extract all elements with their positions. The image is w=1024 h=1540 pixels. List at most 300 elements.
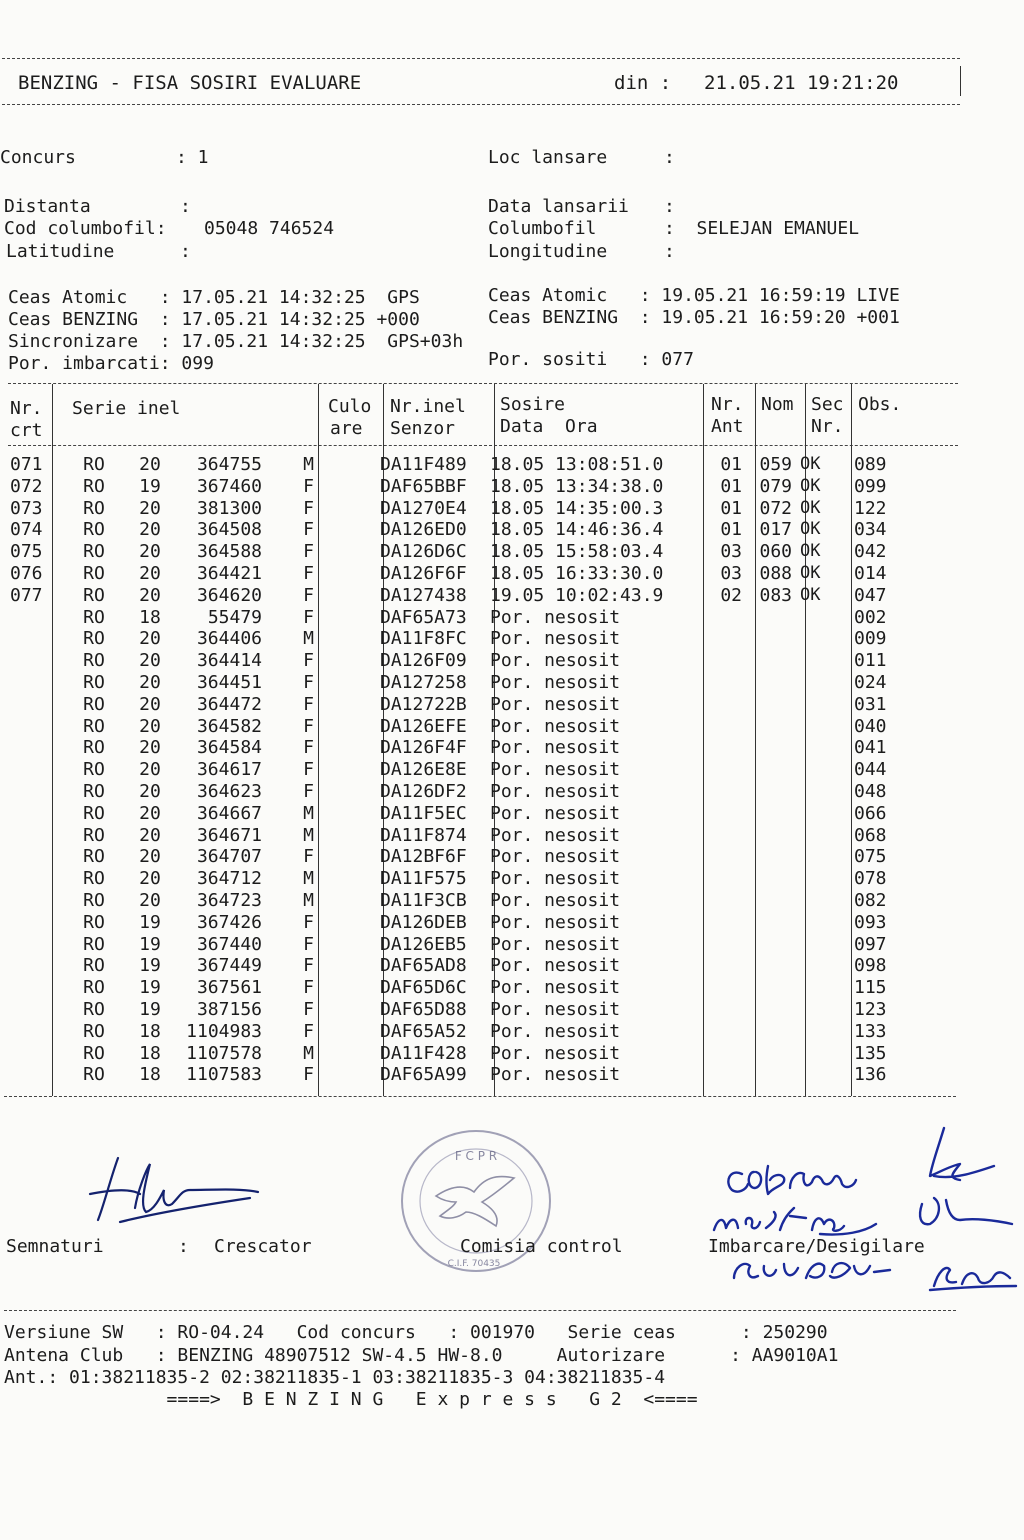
row-nominated: [742, 890, 792, 912]
table-row: [0, 1064, 914, 1086]
row-sex: M: [303, 868, 314, 890]
row-nr-crt: [0, 781, 62, 803]
row-sensor-ring: DA126ED0: [380, 519, 467, 541]
row-sensor-ring: DAF65A52: [380, 1020, 467, 1042]
row-sensor-ring: DA126DEB: [380, 911, 467, 933]
row-country: RO: [83, 933, 105, 955]
table-row: [0, 476, 914, 498]
row-obs: 047: [854, 584, 887, 606]
row-country: RO: [83, 497, 105, 519]
loc-lansare-label: Loc lansare: [488, 147, 608, 168]
row-obs: 097: [854, 933, 887, 955]
row-obs: 136: [854, 1064, 887, 1086]
row-security: [792, 999, 846, 1021]
row-arrival: Por. nesosit: [490, 715, 621, 737]
row-obs: 068: [854, 824, 887, 846]
row-obs: 115: [854, 977, 887, 999]
row-nominated: [742, 868, 792, 890]
row-year: 20: [139, 497, 161, 519]
row-year: 20: [139, 889, 161, 911]
header-datetime: 21.05.21 19:21:20: [704, 72, 899, 94]
row-sensor-ring: DA127258: [380, 671, 467, 693]
row-nominated: [742, 977, 792, 999]
row-sex: F: [303, 998, 314, 1020]
row-ring-number: 364584: [196, 737, 262, 759]
th-nr-crt-2: crt: [10, 420, 43, 441]
row-security: [792, 716, 846, 738]
row-arrival: Por. nesosit: [490, 911, 621, 933]
row-nominated: [742, 759, 792, 781]
footer-line-antenna: Antena Club : BENZING 48907512 SW-4.5 HW-8.0 Autorizare : AA9010A1: [4, 1345, 839, 1366]
row-antenna: [696, 650, 742, 672]
row-nr-crt: [0, 672, 62, 694]
table-row: [0, 563, 914, 585]
row-nr-crt: [0, 759, 62, 781]
clock-right-atomic: Ceas Atomic : 19.05.21 16:59:19 LIVE: [488, 285, 900, 306]
row-arrival: 18.05 13:08:51.0: [490, 454, 664, 475]
row-ring-number: 364508: [196, 519, 262, 541]
row-color: [314, 498, 376, 520]
table-row: [0, 825, 914, 847]
row-antenna: [696, 868, 742, 890]
row-nominated: [742, 846, 792, 868]
footer-brand-line: ====> B E N Z I N G E x p r e s s G 2 <====: [4, 1389, 698, 1410]
row-sensor-ring: DAF65A99: [380, 1064, 467, 1086]
row-antenna: [696, 912, 742, 934]
row-color: [314, 803, 376, 825]
row-obs: 031: [854, 693, 887, 715]
row-obs: 066: [854, 802, 887, 824]
table-bottom-rule: [4, 1096, 956, 1097]
row-sex: F: [303, 715, 314, 737]
row-sex: F: [303, 977, 314, 999]
row-arrival: Por. nesosit: [490, 955, 621, 977]
row-year: 19: [139, 977, 161, 999]
row-security: [792, 1043, 846, 1065]
row-sex: F: [303, 475, 314, 497]
row-antenna: [696, 825, 742, 847]
row-nominated: 059: [759, 454, 792, 475]
row-ring-number: 364755: [196, 454, 262, 475]
longitudine-label: Longitudine: [488, 241, 608, 262]
row-ring-number: 367440: [196, 933, 262, 955]
row-nominated: [742, 650, 792, 672]
row-color: [314, 977, 376, 999]
row-nr-crt: [0, 999, 62, 1021]
table-row: [0, 759, 914, 781]
row-nominated: [742, 999, 792, 1021]
row-sex: F: [303, 933, 314, 955]
row-nominated: [742, 628, 792, 650]
row-year: 20: [139, 628, 161, 650]
row-year: 20: [139, 584, 161, 606]
row-nominated: 088: [759, 562, 792, 584]
row-nominated: [742, 716, 792, 738]
row-security: [792, 977, 846, 999]
row-nominated: [742, 934, 792, 956]
row-arrival: 18.05 16:33:30.0: [490, 562, 664, 584]
row-nominated: [742, 1043, 792, 1065]
footer-line-ant: Ant.: 01:38211835-2 02:38211835-1 03:38211835-3 04:38211835-4: [4, 1367, 666, 1388]
row-country: RO: [83, 541, 105, 563]
row-security: [792, 803, 846, 825]
row-country: RO: [83, 584, 105, 606]
row-sensor-ring: DA11F5EC: [380, 802, 467, 824]
th-culoare-2: are: [330, 418, 363, 439]
row-nominated: [742, 912, 792, 934]
row-ring-number: 364620: [196, 584, 262, 606]
row-nominated: [742, 694, 792, 716]
data-lansarii-label: Data lansarii: [488, 196, 629, 217]
row-sex: F: [303, 541, 314, 563]
row-ring-number: 55479: [207, 606, 262, 628]
row-security: [792, 846, 846, 868]
row-ring-number: 367449: [196, 955, 262, 977]
svg-text:F C P R: F C P R: [454, 1149, 498, 1163]
row-color: [314, 1021, 376, 1043]
row-security: [792, 825, 846, 847]
row-arrival: Por. nesosit: [490, 693, 621, 715]
row-sex: F: [303, 911, 314, 933]
row-country: RO: [83, 519, 105, 541]
row-country: RO: [83, 759, 105, 781]
row-arrival: Por. nesosit: [490, 1020, 621, 1042]
row-sensor-ring: DA126F6F: [380, 562, 467, 584]
crescator-label: Crescator: [214, 1236, 312, 1257]
row-nr-crt: 074: [10, 519, 43, 541]
th-nom: Nom: [761, 394, 794, 415]
row-year: 20: [139, 824, 161, 846]
row-nr-crt: [0, 650, 62, 672]
row-arrival: 18.05 14:35:00.3: [490, 497, 664, 519]
table-row: [0, 541, 914, 563]
table-row: [0, 628, 914, 650]
row-sex: M: [303, 628, 314, 650]
row-nr-crt: [0, 737, 62, 759]
row-color: [314, 999, 376, 1021]
row-country: RO: [83, 1042, 105, 1064]
row-color: [314, 694, 376, 716]
th-sec-2: Nr.: [811, 416, 844, 437]
row-sensor-ring: DA12722B: [380, 693, 467, 715]
table-row: [0, 1021, 914, 1043]
row-ring-number: 1107578: [186, 1042, 262, 1064]
row-security: [792, 1064, 846, 1086]
row-year: 20: [139, 693, 161, 715]
row-antenna: [696, 955, 742, 977]
table-row: [0, 868, 914, 890]
table-header-rule: [8, 445, 958, 446]
th-sec-1: Sec: [811, 394, 844, 415]
row-security: [792, 759, 846, 781]
row-security: OK: [800, 584, 821, 605]
results-table: [0, 454, 914, 1086]
row-arrival: Por. nesosit: [490, 802, 621, 824]
row-antenna: [696, 628, 742, 650]
row-color: [314, 607, 376, 629]
header-top-rule: [2, 58, 960, 59]
row-antenna: [696, 759, 742, 781]
row-color: [314, 628, 376, 650]
table-row: [0, 737, 914, 759]
row-year: 20: [139, 519, 161, 541]
table-row: [0, 934, 914, 956]
row-security: [792, 890, 846, 912]
th-nr-inel-2: Senzor: [390, 418, 456, 439]
row-color: [314, 563, 376, 585]
row-obs: 078: [854, 868, 887, 890]
footer-line-version: Versiune SW : RO-04.24 Cod concurs : 001970 Serie ceas : 250290: [4, 1322, 828, 1343]
th-nr-ant-1: Nr.: [711, 394, 744, 415]
row-sensor-ring: DA11F428: [380, 1042, 467, 1064]
row-antenna: [696, 781, 742, 803]
row-nr-crt: [0, 628, 62, 650]
row-country: RO: [83, 475, 105, 497]
latitudine-value: :: [180, 241, 191, 262]
row-obs: 133: [854, 1020, 887, 1042]
row-nominated: [742, 607, 792, 629]
row-sex: F: [303, 693, 314, 715]
row-year: 20: [139, 650, 161, 672]
clock-right-benzing: Ceas BENZING : 19.05.21 16:59:20 +001: [488, 307, 900, 328]
row-country: RO: [83, 824, 105, 846]
row-security: OK: [800, 562, 821, 583]
row-country: RO: [83, 650, 105, 672]
row-antenna: 01: [720, 475, 742, 497]
row-sensor-ring: DA1270E4: [380, 497, 467, 519]
row-sensor-ring: DA126EB5: [380, 933, 467, 955]
th-obs: Obs.: [858, 394, 902, 415]
row-nominated: [742, 672, 792, 694]
row-country: RO: [83, 780, 105, 802]
table-top-rule: [8, 383, 958, 384]
row-ring-number: 387156: [196, 998, 262, 1020]
row-year: 20: [139, 715, 161, 737]
row-obs: 122: [854, 497, 887, 519]
data-lansarii-value: :: [664, 196, 675, 217]
row-sex: F: [303, 955, 314, 977]
row-nr-crt: [0, 934, 62, 956]
row-sex: F: [303, 671, 314, 693]
row-arrival: Por. nesosit: [490, 846, 621, 868]
row-color: [314, 585, 376, 607]
row-color: [314, 955, 376, 977]
row-nr-crt: 077: [10, 584, 43, 606]
row-arrival: Por. nesosit: [490, 628, 621, 650]
table-row: [0, 890, 914, 912]
row-security: [792, 781, 846, 803]
row-ring-number: 364712: [196, 868, 262, 890]
row-antenna: [696, 672, 742, 694]
row-ring-number: 1107583: [186, 1064, 262, 1086]
loc-lansare-value: :: [664, 147, 675, 168]
row-color: [314, 1064, 376, 1086]
table-row: [0, 498, 914, 520]
row-arrival: Por. nesosit: [490, 650, 621, 672]
row-security: [792, 912, 846, 934]
row-security: [792, 868, 846, 890]
cod-columbofil-label: Cod columbofil:: [4, 218, 167, 239]
row-year: 19: [139, 933, 161, 955]
row-country: RO: [83, 628, 105, 650]
row-sensor-ring: DA127438: [380, 584, 467, 606]
row-antenna: 03: [720, 562, 742, 584]
row-country: RO: [83, 955, 105, 977]
row-ring-number: 364421: [196, 562, 262, 584]
row-sex: F: [303, 584, 314, 606]
row-security: [792, 1021, 846, 1043]
concurs-label: Concurs: [0, 147, 76, 168]
th-nr-ant-2: Ant: [711, 416, 744, 437]
distanta-label: Distanta: [4, 196, 91, 217]
row-sensor-ring: DA11F8FC: [380, 628, 467, 650]
row-country: RO: [83, 802, 105, 824]
row-color: [314, 672, 376, 694]
row-nr-crt: [0, 694, 62, 716]
row-nominated: 072: [759, 497, 792, 519]
row-country: RO: [83, 911, 105, 933]
table-row: [0, 846, 914, 868]
row-arrival: Por. nesosit: [490, 998, 621, 1020]
row-color: [314, 519, 376, 541]
row-ring-number: 367460: [196, 475, 262, 497]
distanta-value: :: [180, 196, 191, 217]
columbofil-label: Columbofil: [488, 218, 597, 239]
header-title: BENZING - FISA SOSIRI EVALUARE: [18, 72, 362, 94]
row-arrival: Por. nesosit: [490, 780, 621, 802]
row-ring-number: 364707: [196, 846, 262, 868]
row-antenna: [696, 737, 742, 759]
row-arrival: Por. nesosit: [490, 868, 621, 890]
semnaturi-label: Semnaturi: [6, 1236, 104, 1257]
row-sensor-ring: DA12BF6F: [380, 846, 467, 868]
row-sex: M: [303, 889, 314, 911]
row-arrival: Por. nesosit: [490, 977, 621, 999]
row-security: [792, 737, 846, 759]
row-security: [792, 672, 846, 694]
row-year: 20: [139, 759, 161, 781]
row-year: 20: [139, 802, 161, 824]
row-year: 20: [139, 454, 161, 475]
row-nr-crt: [0, 868, 62, 890]
row-antenna: [696, 846, 742, 868]
row-sensor-ring: DA126EFE: [380, 715, 467, 737]
row-nominated: 079: [759, 475, 792, 497]
row-arrival: Por. nesosit: [490, 824, 621, 846]
row-antenna: [696, 1064, 742, 1086]
row-nominated: [742, 825, 792, 847]
row-sensor-ring: DAF65A73: [380, 606, 467, 628]
row-nr-crt: 073: [10, 497, 43, 519]
row-year: 20: [139, 780, 161, 802]
row-sensor-ring: DA126F4F: [380, 737, 467, 759]
row-security: OK: [800, 497, 821, 518]
row-arrival: Por. nesosit: [490, 737, 621, 759]
row-nr-crt: [0, 955, 62, 977]
row-nr-crt: [0, 825, 62, 847]
porumbei-imbarcati: Por. imbarcati: 099: [8, 353, 214, 374]
row-ring-number: 364406: [196, 628, 262, 650]
th-nr-crt-1: Nr.: [10, 398, 43, 419]
table-row: [0, 716, 914, 738]
row-color: [314, 934, 376, 956]
row-arrival: Por. nesosit: [490, 933, 621, 955]
row-arrival: 18.05 14:46:36.4: [490, 519, 664, 541]
row-obs: 082: [854, 889, 887, 911]
row-color: [314, 650, 376, 672]
table-row: [0, 672, 914, 694]
crescator-signature: [80, 1150, 280, 1240]
row-ring-number: 364617: [196, 759, 262, 781]
row-obs: 041: [854, 737, 887, 759]
row-country: RO: [83, 889, 105, 911]
row-obs: 093: [854, 911, 887, 933]
row-country: RO: [83, 606, 105, 628]
row-nr-crt: [0, 977, 62, 999]
row-antenna: 01: [720, 454, 742, 475]
comisia-control-label: Comisia control: [460, 1236, 623, 1257]
row-arrival: Por. nesosit: [490, 1042, 621, 1064]
table-row: [0, 999, 914, 1021]
row-obs: 075: [854, 846, 887, 868]
row-year: 18: [139, 1020, 161, 1042]
row-arrival: Por. nesosit: [490, 889, 621, 911]
row-arrival: Por. nesosit: [490, 671, 621, 693]
row-year: 20: [139, 541, 161, 563]
row-country: RO: [83, 1020, 105, 1042]
row-color: [314, 716, 376, 738]
row-obs: 099: [854, 475, 887, 497]
row-antenna: [696, 934, 742, 956]
row-color: [314, 846, 376, 868]
row-ring-number: 364451: [196, 671, 262, 693]
row-obs: 048: [854, 780, 887, 802]
table-row: [0, 519, 914, 541]
row-ring-number: 364414: [196, 650, 262, 672]
row-ring-number: 381300: [196, 497, 262, 519]
row-security: OK: [800, 541, 821, 562]
row-country: RO: [83, 868, 105, 890]
row-nominated: [742, 1064, 792, 1086]
results-table-body: [0, 454, 914, 1086]
header-din-label: din :: [614, 72, 672, 94]
row-obs: 098: [854, 955, 887, 977]
row-year: 20: [139, 671, 161, 693]
row-sex: F: [303, 606, 314, 628]
row-antenna: [696, 607, 742, 629]
row-antenna: [696, 977, 742, 999]
row-sex: F: [303, 519, 314, 541]
row-sensor-ring: DAF65AD8: [380, 955, 467, 977]
control-handwriting: [694, 1120, 1024, 1310]
row-ring-number: 367426: [196, 911, 262, 933]
row-obs: 089: [854, 454, 887, 475]
row-color: [314, 868, 376, 890]
table-row: [0, 912, 914, 934]
row-nominated: [742, 1021, 792, 1043]
table-row: [0, 781, 914, 803]
row-sensor-ring: DA126D6C: [380, 541, 467, 563]
row-sex: M: [303, 1042, 314, 1064]
imbarcare-desigilare-label: Imbarcare/Desigilare: [708, 1236, 925, 1257]
row-country: RO: [83, 846, 105, 868]
row-color: [314, 781, 376, 803]
clock-left-benzing: Ceas BENZING : 17.05.21 14:32:25 +000: [8, 309, 420, 330]
row-year: 20: [139, 562, 161, 584]
row-country: RO: [83, 737, 105, 759]
row-ring-number: 364472: [196, 693, 262, 715]
row-sensor-ring: DA126DF2: [380, 780, 467, 802]
